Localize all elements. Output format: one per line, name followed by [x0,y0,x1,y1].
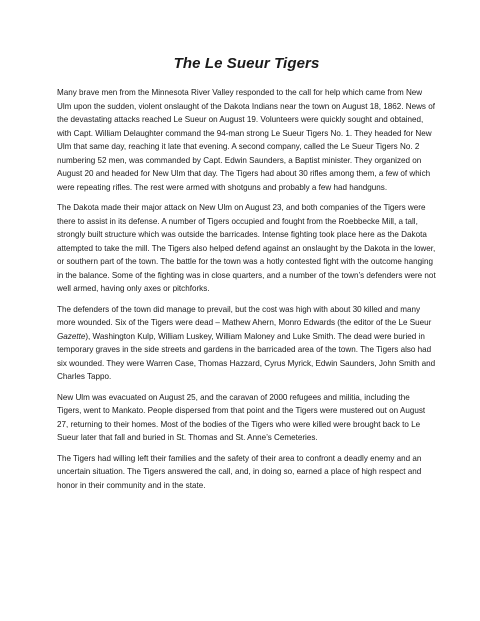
paragraph-new-ulm-attack: The Dakota made their major attack on New Ulm on August 23, and both companies of the Tigers were there to assist in its defense. A number of Tigers occupied and fought from the Roebbecke Mill, a tall, strongly built structure which was outside the barricades. Intense fighting took place here as the Dakota attempted to take the mill. The Tigers also helped defend against an onslaught by the Dakota in the lower, or southern part of the town. The battle for the town was a hotly contested fight with the outcome hanging in the balance. Some of the fighting was in close quarters, and a number of the town’s defenders were not well armed, having only axes or pitchforks. [57,203,436,293]
paragraph-tigers-formation: Many brave men from the Minnesota River Valley responded to the call for help which came from New Ulm upon the sudden, violent onslaught of the Dakota Indians near the town on August 18, 1862. News of the devastating attacks reached Le Sueur on August 19. Volunteers were quickly sought and obtained, with Capt. William Delaughter command the 94-man strong Le Sueur Tigers No. 1. They headed for New Ulm that same day, reaching it late that evening. A second company, called the Le Sueur Tigers No. 2 numbering 52 men, was commanded by Capt. Edwin Saunders, a Baptist minister. They organized on August 20 and headed for New Ulm that day. The Tigers had about 30 rifles among them, a few of which were repeating rifles. The rest were armed with shotguns and probably a few had handguns. [57,88,435,192]
paragraph-casualties-part-2: ), Washington Kulp, William Luskey, William Maloney and Luke Smith. The dead were buried in temporary graves in the side streets and gardens in the barricaded area of the town. The Tigers also had six wounded. They were Warren Case, Thomas Hazzard, Cyrus Myrick, Edwin Saunders, John Smith and Charles Tappo. [57,331,436,381]
paragraph-casualties [57,303,436,384]
document-title: The Le Sueur Tigers [173,55,320,72]
gazette-italic: Gazette [57,331,86,341]
paragraph-evacuation: New Ulm was evacuated on August 25, and the caravan of 2000 refugees and militia, including the Tigers, went to Mankato. People dispersed from that point and the Tigers were mustered out on August 27, returning to their homes. Most of the bodies of the Tigers who were killed were brought back to Le Sueur later that fall and buried in St. Thomas and St. Anne’s Cemeteries. [57,392,426,442]
paragraph-conclusion: The Tigers had willing left their families and the safety of their area to confront a deadly enemy and an uncertain situation. The Tigers answered the call, and, in doing so, earned a place of high respect and honor in their community and in the state. [57,453,422,490]
paragraph-casualties-part-1: The defenders of the town did manage to prevail, but the cost was high with about 30 killed and many more wounded. Six of the Tigers were dead – Mathew Ahern, Monro Edwards (the editor of the Le Sueur [57,304,432,327]
